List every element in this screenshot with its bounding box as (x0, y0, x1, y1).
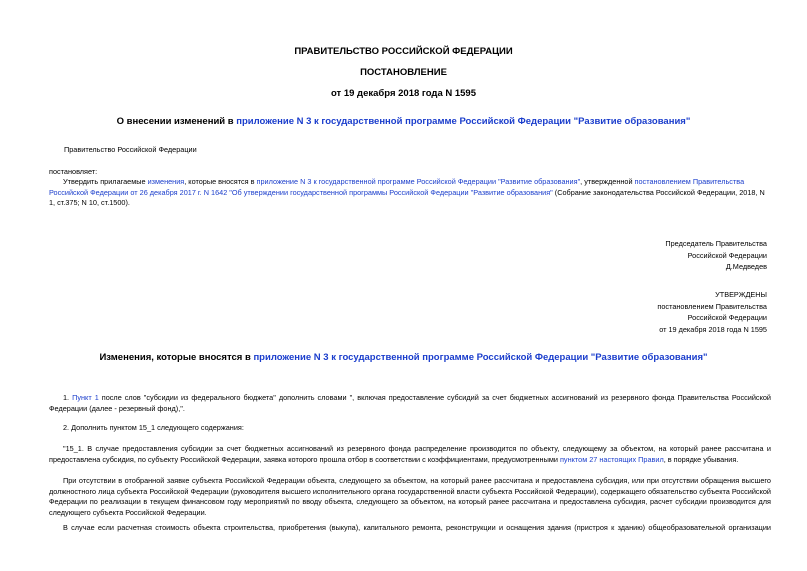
signature-name: Д.Медведев (725, 262, 767, 271)
title-prefix: О внесении изменений в (116, 116, 237, 127)
item-2: 2. Дополнить пунктом 15_1 следующего содержания: (63, 423, 244, 432)
document-date-number: от 19 декабря 2018 года N 1595 (330, 88, 476, 99)
signature-position-2: Российской Федерации (687, 250, 767, 260)
link-point-1[interactable]: Пункт 1 (72, 393, 99, 402)
changes-title-prefix: Изменения, которые вносятся в (99, 352, 254, 363)
title-link-appendix[interactable]: приложение N 3 к государственной программе Российской Федерации "Развитие образования" (236, 116, 691, 127)
item-cost-paragraph: В случае если расчетная стоимость объекта строительства, приобретения (выкупа), капитального ремонта, реконструкции и оснащения здания (пристроя к зданию) общеобразовательной организации (63, 523, 771, 532)
approved-label: УТВЕРЖДЕНЫ (715, 290, 767, 299)
government-header: ПРАВИТЕЛЬСТВО РОССИЙСКОЙ ФЕДЕРАЦИИ (294, 46, 513, 57)
resolves-label: постановляет: (49, 167, 98, 176)
item-absence-paragraph: При отсутствии в отобранной заявке субъекта Российской Федерации объекта, следующего за объектом, на который ранее рассчитана и предоставлена субсидия, или при отсутствии обращения высшего должностного лица субъекта Российской Федерации (руководителя высшего исполнительного органа государственной власти субъекта Российской Федерации), содержащего обязательство субъекта Российской Федерации по реализации в текущем финансовом году мероприятий по вводу объекта, следующего за объектом, на который ранее рассчитана и предоставлена субсидия, расчет субсидии производится для следующего субъекта Российской Федерации. (49, 476, 771, 517)
signature-position-1: Председатель Правительства (665, 239, 767, 248)
government-label: Правительство Российской Федерации (64, 145, 197, 154)
link-appendix-3[interactable]: приложение N 3 к государственной программе Российской Федерации "Развитие образования" (256, 177, 581, 186)
resolution-paragraph: Утвердить прилагаемые изменения, которые вносятся в приложение N 3 к государственной программе Российской Федерации "Развитие образования", утвержденной постановлением Правительства Российской Федерации от 26 декабря 2017 г. N 1642 "Об утверждении государственной программы Российской Федерации "Развитие образования" (Собрание законодательства Российской Федерации, 2018, N 1, ст.375; N 10, ст.1500). (49, 177, 765, 207)
item-15-1: "15_1. В случае предоставления субсидии за счет бюджетных ассигнований из резервного фонда распределение производится по объекту, следующему за объектом, на который ранее рассчитана и предоставлена субсидия, по субъекту Российской Федерации, заявка которого прошла отбор в соответствии с коэффициентами, предусмотренными пунктом 27 настоящих Правил, в порядке убывания. (49, 444, 771, 464)
approved-line-2: Российской Федерации (687, 313, 767, 322)
link-changes[interactable]: изменения (147, 177, 185, 186)
approved-block (657, 289, 767, 335)
item-1: 1. Пункт 1 после слов "субсидии из федерального бюджета" дополнить словами ", включая предоставление субсидий за счет бюджетных ассигнований из резервного фонда Правительства Российской Федерации (далее - резервный фонд),". (49, 393, 771, 413)
approved-line-1: постановлением Правительства (657, 301, 767, 311)
document-type: ПОСТАНОВЛЕНИЕ (360, 67, 447, 78)
changes-title (0, 352, 807, 363)
signature-block (665, 238, 767, 273)
document-title (0, 116, 807, 127)
link-point-27[interactable]: пунктом 27 настоящих Правил (559, 454, 664, 464)
link-resolution-1642[interactable]: постановлением Правительства Российской Федерации от 26 декабря 2017 г. N 1642 "Об утверждении государственной программы Российской Федерации "Развитие образования" (49, 177, 745, 197)
changes-title-link[interactable]: приложение N 3 к государственной программе Российской Федерации "Развитие образования" (253, 352, 708, 363)
approved-line-3: от 19 декабря 2018 года N 1595 (659, 324, 767, 334)
